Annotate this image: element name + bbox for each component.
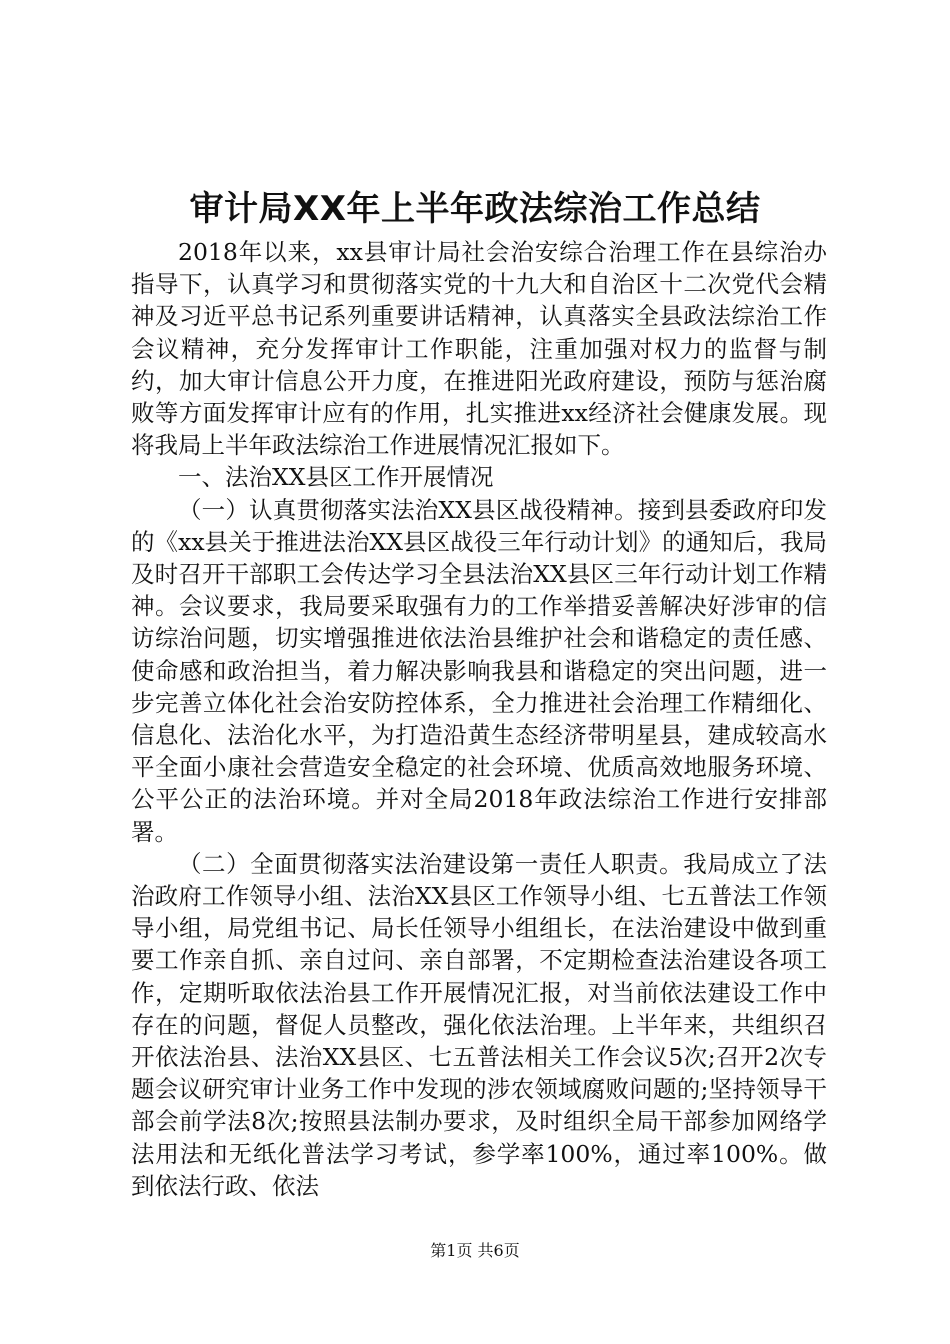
section-heading: 一、法治XX县区工作开展情况 [178,463,494,492]
document-title: 审计局XX年上半年政法综治工作总结 [189,189,761,229]
subsection-paragraph-2: （二）全面贯彻落实法治建设第一责任人职责。我局成立了法治政府工作领导小组、法治XX县区工作领导小组、七五普法工作领导小组，局党组书记、局长任领导小组组长，在法治建设中做到重要工作亲自抓、亲自过问、亲自部署，不定期检查法治建设各项工作，定期听取依法治县工作开展情况汇报，对当前依法建设工作中存在的问题，督促人员整改，强化依法治理。上半年来，共组织召开依法治县、法治XX县区、七五普法相关工作会议5次;召开2次专题会议研究审计业务工作中发现的涉农领域腐败问题的;坚持领导干部会前学法8次;按照县法制办要求，及时组织全局干部参加网络学法用法和无纸化普法学习考试，参学率100%，通过率100%。做到依法行政、依法 [131,849,827,1200]
page-footer: 第1页 共6页 [430,1241,520,1260]
document-body [131,236,827,1202]
intro-paragraph: 2018年以来，xx县审计局社会治安综合治理工作在县综治办指导下，认真学习和贯彻落实党的十九大和自治区十二次党代会精神及习近平总书记系列重要讲话精神，认真落实全县政法综治工作会议精神，充分发挥审计工作职能，注重加强对权力的监督与制约，加大审计信息公开力度，在推进阳光政府建设，预防与惩治腐败等方面发挥审计应有的作用，扎实推进xx经济社会健康发展。现将我局上半年政法综治工作进展情况汇报如下。 [131,238,827,460]
subsection-paragraph-1: （一）认真贯彻落实法治XX县区战役精神。接到县委政府印发的《xx县关于推进法治XX县区战役三年行动计划》的通知后，我局及时召开干部职工会传达学习全县法治XX县区三年行动计划工作精神。会议要求，我局要采取强有力的工作举措妥善解决好涉审的信访综治问题，切实增强推进依法治县维护社会和谐稳定的责任感、使命感和政治担当，着力解决影响我县和谐稳定的突出问题，进一步完善立体化社会治安防控体系，全力推进社会治理工作精细化、信息化、法治化水平，为打造沿黄生态经济带明星县，建成较高水平全面小康社会营造安全稳定的社会环境、优质高效地服务环境、公平公正的法治环境。并对全局2018年政法综治工作进行安排部署。 [131,495,827,846]
